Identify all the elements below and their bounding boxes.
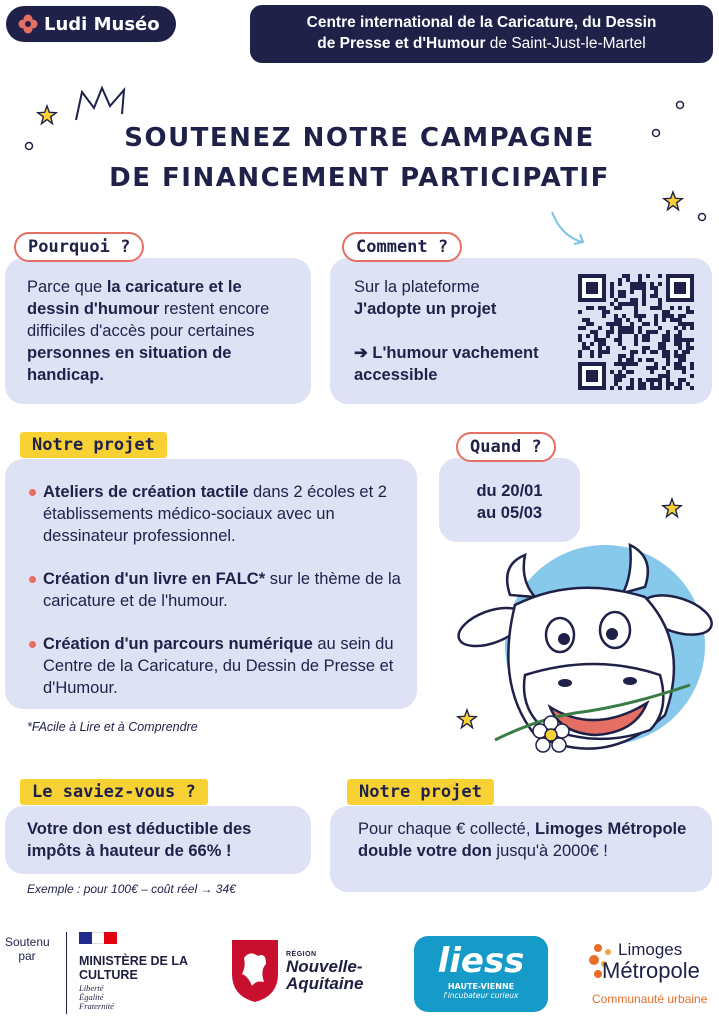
limoges-subtitle: Communauté urbaine [592,992,708,1006]
limoges-name-2: Métropole [602,958,700,983]
limoges-metropole-logo [588,938,714,1016]
main-title [0,118,719,198]
quand-card [439,458,580,542]
flower-icon [18,14,38,34]
saviez-tag: Le saviez-vous ? [20,779,208,805]
limoges-text-1: Pour chaque € collecté, [358,820,536,838]
museum-header [250,5,713,63]
comment-project-name: ➔ L'humour vachement accessible [354,344,539,384]
projet-item-title: Création d'un livre en FALC* [43,570,266,588]
ministere-title: MINISTÈRE DE LA CULTURE [79,954,188,982]
saviez-text: Votre don est déductible des impôts à hauteur de 66% ! [27,820,252,860]
liess-sub: HAUTE-VIENNE [447,982,515,991]
region-name-2: Aquitaine [286,973,364,993]
projet-item [29,568,401,612]
limoges-tag: Notre projet [347,779,494,805]
soutenu-par-label: Soutenu par [5,935,50,963]
pourquoi-card [5,258,311,404]
pourquoi-bold-2: personnes en situation de handicap. [27,344,232,384]
ludi-museo-logo [6,6,176,42]
projet-item [29,481,401,547]
quand-start: du 20/01 [476,482,543,500]
title-line2: DE FINANCEMENT PARTICIPATIF [109,163,610,193]
comment-tag: Comment ? [342,232,462,262]
circle-doodle-icon [697,212,707,222]
ministere-culture-logo [66,932,189,1014]
projet-item-text: au sein du Centre de la Caricature, du Dessin de Presse et d'Humour. [43,635,394,697]
limoges-text-2: jusqu'à 2000€ ! [491,842,608,860]
quand-end: au 05/03 [476,504,543,522]
circle-doodle-icon [675,100,685,110]
limoges-card [330,806,712,892]
header-line2-rest: de Saint-Just-le-Martel [485,35,646,52]
region-nouvelle-aquitaine-logo [230,938,363,1004]
projet-item-title: Création d'un parcours numérique [43,635,313,653]
limoges-bold: Limoges Métropole double votre don [358,820,687,860]
comment-platform-name: J'adopte un projet [354,300,497,318]
falc-footnote: *FAcile à Lire et à Comprendre [27,720,198,734]
devise-egalite: Égalité [79,992,104,1002]
logo-text: Ludi Muséo [44,13,160,35]
projet-list [29,481,401,699]
projet-card [5,459,417,709]
qr-code[interactable] [578,274,694,390]
header-line1: Centre international de la Caricature, du Dessin [306,14,657,31]
header-line2-bold: de Presse et d'Humour [317,35,486,52]
title-line1: SOUTENEZ NOTRE CAMPAGNE [124,123,595,153]
region-small-label: RÉGION [286,950,317,958]
liess-logo [414,936,548,1012]
projet-item-text: dans 2 écoles et 2 établissements médico-sociaux avec un dessinateur professionnel. [43,483,387,545]
devise-liberte: Liberté [79,983,104,993]
pourquoi-bold-1: la caricature et le dessin d'humour [27,278,242,318]
cow-mascot-illustration [455,535,715,775]
region-shield-icon [230,938,280,1004]
region-name-1: Nouvelle- [286,956,363,976]
star-icon [661,497,683,519]
limoges-name-1: Limoges [618,940,683,959]
projet-item-text: sur le thème de la caricature et de l'humour. [43,570,401,610]
projet-tag: Notre projet [20,432,167,458]
projet-item-title: Ateliers de création tactile [43,483,249,501]
tax-example: Exemple : pour 100€ – coût réel → 34€ [27,882,236,896]
projet-item [29,633,401,699]
saviez-card [5,806,311,874]
comment-line1: Sur la plateforme [354,278,480,296]
liess-name: liess [437,941,525,981]
pourquoi-tag: Pourquoi ? [14,232,144,262]
liess-tagline: l'incubateur curieux [443,991,519,1000]
pourquoi-text-1: Parce que [27,278,107,296]
devise-fraternite: Fraternité [79,1001,114,1011]
french-flag-icon [79,932,117,944]
arrow-doodle-icon [548,208,588,248]
quand-tag: Quand ? [456,432,556,462]
pourquoi-text-2: restent encore difficiles d'accès pour certaines [27,300,270,340]
